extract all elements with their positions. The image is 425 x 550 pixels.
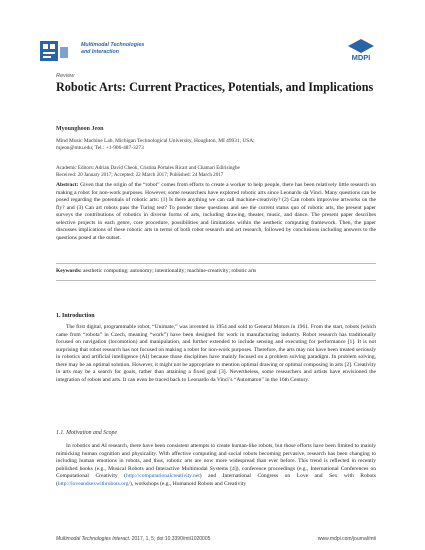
author-name: Myounghoon Jeon: [56, 126, 104, 132]
footer-journal: Multimodal Technologies Interact.: [56, 536, 131, 542]
mdpi-logo-icon: [346, 38, 376, 62]
abstract-text: Given that the origin of the “robot” comes from efforts to create a worker to help people, there has been relatively little research on making a robot for non-work purposes. However, some researchers have explored robotic arts since Leonardo da Vinci. Many questions can be posed regarding the potentials of robotic arts: (1) Is there anything we can call machine-creativity? (2) Can robots improvise artworks on the fly? and (3) Can art robots pass the Turing test? To ponder these questions and see the current status quo of robotic arts, the present paper surveys the contributions of robotics in diverse forms of arts, including drawing, theater, music, and dance. The present paper describes selective projects in each genre, core procedure, possibilities and limitations within the aesthetic computing framework. Then, the paper discusses implications of these robotic arts in terms of both robot research and art research, followed by conclusions including answers to the questions posed at the outset.: [56, 182, 377, 241]
subsection-heading-motivation: 1.1. Motivation and Scope: [56, 430, 118, 436]
journal-name: [81, 42, 201, 55]
editorial-info: [56, 165, 376, 179]
computational-creativity-link[interactable]: http://computationalcreativity.net: [126, 473, 200, 480]
contact-line: mjeon@mtu.edu; Tel.: +1-906-487-3273: [56, 145, 144, 151]
keywords-bottom-divider: [56, 280, 376, 281]
footer-journal-site[interactable]: www.mdpi.com/journal/mti: [317, 536, 376, 542]
motivation-paragraph: [56, 443, 376, 488]
author-affiliation: [56, 138, 376, 152]
page-footer: [56, 536, 376, 542]
motivation-text: In robotics and AI research, there have been consistent attempts to create human-like robots, but those efforts have been limited to mainly mimicking human cognition and physicality. With affective computing and social robots becoming pervasive, research has been changing to including human emotions in robots, and thus, robotic arts are now more widespread than ever before. This trend is reflected in recently published books (e.g., Musical Robots and Interactive Multimodal Systems [4]), conference proceedings (e.g., International Conferences on Computational Creativity (: [56, 443, 376, 480]
motivation-text: ), workshops (e.g., Humanoid Robots and Creativity: [130, 480, 247, 487]
abstract-label: Abstract:: [56, 182, 79, 188]
abstract: [56, 182, 376, 242]
article-title: Robotic Arts: Current Practices, Potentials, and Implications: [56, 80, 374, 94]
footer-citation: 2017, 1, 5; doi:10.3390/mti1020005: [131, 536, 211, 542]
publisher-logo-text: MDPI: [351, 53, 371, 62]
affiliation-line: Mind Music Machine Lab, Michigan Technological University, Houghton, MI 49931, USA;: [56, 138, 255, 144]
publication-dates: Received: 20 January 2017; Accepted: 22 March 2017; Published: 24 March 2017: [56, 172, 224, 178]
keywords: [56, 268, 376, 274]
keywords-top-divider: [56, 263, 376, 264]
motivation-text: ) and International Congress on Love and Sex with Robots (: [56, 473, 376, 487]
love-and-sex-with-robots-link[interactable]: http://loveandsexwithrobots.org/: [57, 480, 131, 487]
section-heading-introduction: 1. Introduction: [56, 313, 95, 319]
journal-name-line1: Multimodal Technologies: [81, 42, 145, 48]
journal-logo-icon: [38, 40, 74, 62]
keywords-text: aesthetic computing; autonomy; intentionality; machine-creativity; robotic arts: [83, 268, 257, 274]
academic-editors: Academic Editors: Adrian David Cheok, Cristina Portales Ricart and Chamari Edirisinghe: [56, 165, 240, 171]
introduction-paragraph: The first digital, programmable robot, “Unimate,” was invented in 1954 and sold to General Motors in 1961. From the start, robots (which came from “robota” in Czech, meaning “work”) have been designed for work in manufacturing industry. Robot research has traditionally focused on navigation (locomotion) and manipulation, and further extended to include sensing and executing for performance [1]. It is not surprising that robot research has not focused on making a robot for non-work purposes. Therefore, the arts may not have been treated seriously in robotics and artificial intelligence (AI) because those disciplines have mainly focused on a problem solving paradigm. In problem solving, there may be an optimal solution. However, it might not be appropriate to mention optimal drawing or optimal composing in arts [2]. Creativity in arts may be a search for goals, rather than attaining a fixed goal [3]. Nevertheless, some researchers and artists have envisioned the integration of robots and arts. It can even be traced back to Leonardo da Vinci’s “Automaton” in the 16th Century.: [56, 324, 376, 383]
article-type: Review: [56, 73, 75, 79]
journal-name-line2: and Interaction: [81, 48, 119, 55]
keywords-label: Keywords:: [56, 268, 82, 274]
